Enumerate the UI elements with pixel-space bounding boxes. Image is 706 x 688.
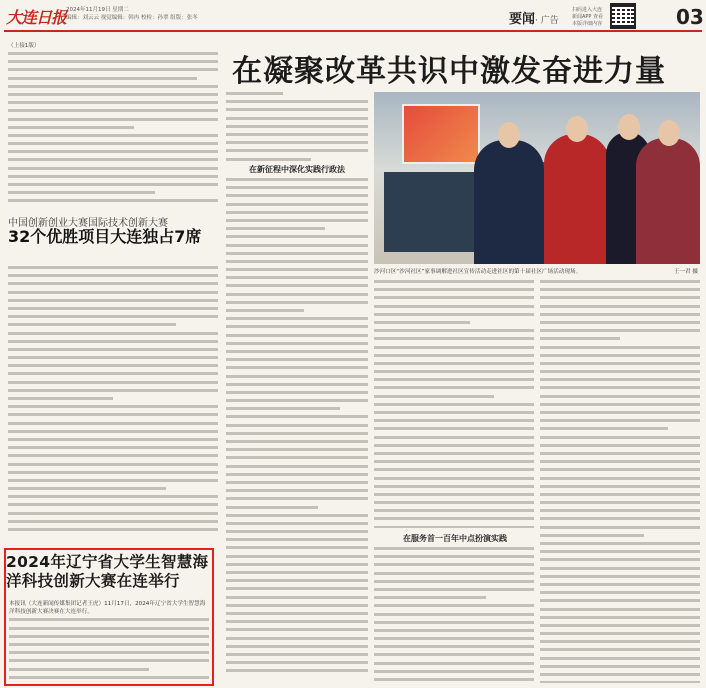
highlight-lead [9, 600, 209, 684]
page-number: 03 [676, 5, 704, 29]
right-col-2-text [540, 280, 700, 683]
section-label: 要闻 [509, 12, 536, 27]
person-2-face [566, 116, 588, 142]
issue-date: 2024年11月19日 星期二 [66, 7, 129, 13]
person-3-face [618, 114, 640, 140]
middle-text-top [226, 92, 368, 162]
story-kicker: 中国创新创业大赛国际技术创新大赛 [8, 218, 168, 229]
person-4-face [658, 120, 680, 146]
qr-hint: 扫码进入大连 新闻APP 查看本版详细内容 [572, 7, 604, 27]
section-sub-label: · 广告 [535, 16, 559, 26]
issue-meta [66, 6, 246, 22]
continued-label: （上接1版） [8, 43, 40, 49]
masthead [4, 2, 702, 32]
sub-heading-1: 在新征程中深化实践行政法 [249, 165, 345, 174]
highlight-lead-text: 本报讯（大连新闻传媒集团记者王虎）11月17日，2024年辽宁省大学生智慧海洋科技创新大赛决赛在大连举行。 [9, 601, 206, 616]
person-1 [474, 140, 544, 264]
photo-caption-text: 沙河口区“沙河社区”家事调解进社区宣传活动走进社区的第十届社区广场活动现场。 [374, 269, 582, 275]
news-photo [374, 92, 700, 264]
photo-caption [374, 267, 700, 275]
left-story-text [8, 266, 218, 544]
middle-text-body [226, 178, 368, 683]
person-2 [544, 134, 610, 264]
person-4 [636, 138, 700, 264]
person-1-face [498, 122, 520, 148]
photo-screen [402, 104, 480, 164]
highlight-text-lines [9, 618, 209, 684]
photo-credit: 王一君 摄 [670, 267, 698, 275]
left-article-text [8, 42, 218, 210]
text-lines [8, 52, 218, 210]
main-headline: 在凝聚改革共识中激发奋进力量 [232, 54, 666, 89]
qr-code-icon[interactable] [610, 3, 636, 29]
sub-heading-2: 在服务首一百年中点扮演实践 [403, 534, 507, 543]
right-col-1-text [374, 280, 534, 528]
right-col-1-bottom-text [374, 547, 534, 683]
editors-line: 编辑：刘云云 视觉编辑：韩冉 校检：孙翠 组版：张冬 [66, 15, 198, 21]
story-title: 32个优胜项目大连独占7席 [8, 227, 202, 246]
newspaper-logo: 大连日报 [6, 8, 67, 27]
section-name [509, 8, 559, 27]
highlight-title: 2024年辽宁省大学生智慧海洋科技创新大赛在连举行 [6, 553, 209, 590]
